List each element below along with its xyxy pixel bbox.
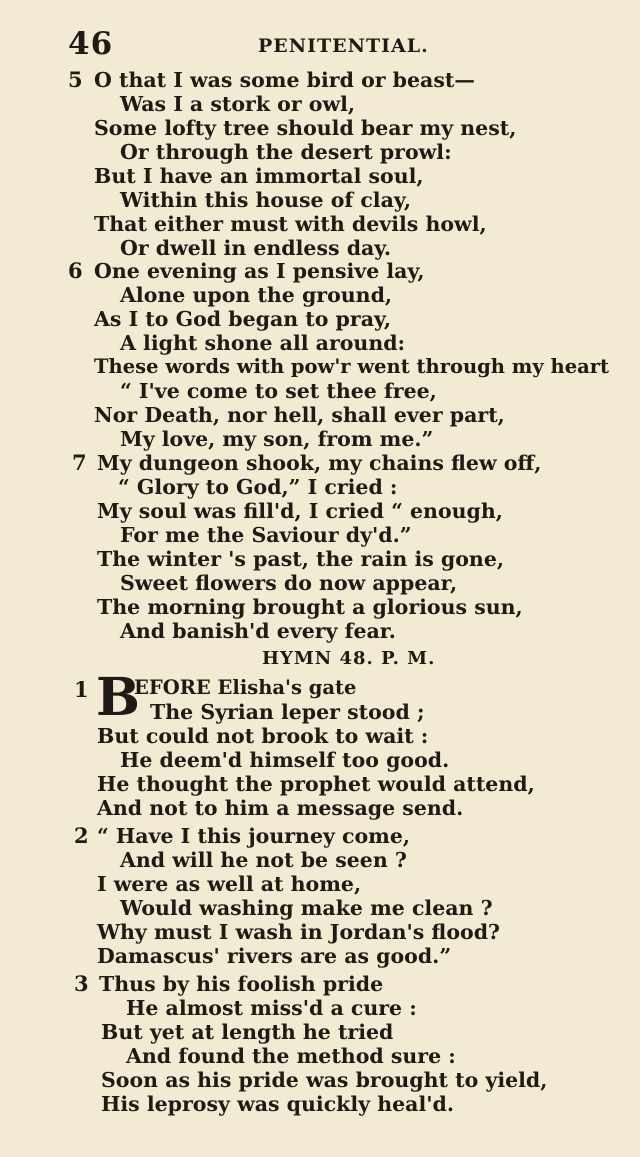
stanza-number: 5 <box>68 67 83 92</box>
verse-line: My love, my son, from me.” <box>120 427 434 451</box>
verse-line: One evening as I pensive lay, <box>94 259 425 283</box>
verse-line: Alone upon the ground, <box>120 283 393 307</box>
verse-line: Within this house of clay, <box>120 188 411 212</box>
verse-line: He thought the prophet would attend, <box>97 772 535 796</box>
verse-line: He deem'd himself too good. <box>120 748 450 772</box>
verse-line: The morning brought a glorious sun, <box>97 595 523 619</box>
verse-line: As I to God began to pray, <box>94 307 392 331</box>
verse-line: Sweet flowers do now appear, <box>120 571 458 595</box>
verse-line: EFORE Elisha's gate <box>134 676 357 699</box>
drop-cap: B <box>96 667 140 728</box>
verse-line: A light shone all around: <box>120 331 406 355</box>
page-header <box>0 26 640 66</box>
verse-line: Or dwell in endless day. <box>120 236 392 260</box>
verse-line: Some lofty tree should bear my nest, <box>94 116 517 140</box>
stanza-number: 6 <box>68 258 83 283</box>
verse-line: Damascus' rivers are as good.” <box>97 944 452 968</box>
verse-line: Would washing make me clean ? <box>120 896 493 920</box>
verse-line: And not to him a message send. <box>97 796 464 820</box>
verse-line: The winter 's past, the rain is gone, <box>97 547 505 571</box>
stanza-number: 3 <box>74 971 89 996</box>
verse-line: Soon as his pride was brought to yield, <box>101 1068 548 1092</box>
verse-line: The Syrian leper stood ; <box>150 700 425 724</box>
verse-line: Thus by his foolish pride <box>99 972 384 996</box>
verse-line: My soul was fill'd, I cried “ enough, <box>97 499 503 523</box>
verse-line: Why must I wash in Jordan's flood? <box>97 920 501 944</box>
verse-line: He almost miss'd a cure : <box>126 996 417 1020</box>
verse-line: “ Glory to God,” I cried : <box>118 475 398 499</box>
verse-line: I were as well at home, <box>97 872 362 896</box>
verse-line: That either must with devils howl, <box>94 212 487 236</box>
verse-line: These words with pow'r went through my heart <box>94 355 610 378</box>
verse-line: And banish'd every fear. <box>120 619 396 643</box>
verse-line: “ Have I this journey come, <box>97 824 411 848</box>
verse-line: My dungeon shook, my chains flew off, <box>97 451 542 475</box>
verse-line: Nor Death, nor hell, shall ever part, <box>94 403 505 427</box>
verse-line: O that I was some bird or beast— <box>94 68 475 92</box>
stanza-number: 1 <box>74 677 89 702</box>
verse-line: But could not brook to wait : <box>97 724 429 748</box>
verse-line: But yet at length he tried <box>101 1020 394 1044</box>
verse-line: “ I've come to set thee free, <box>120 379 437 403</box>
running-title: PENITENTIAL. <box>258 35 429 57</box>
hymn-title: HYMN 48. P. M. <box>262 648 436 669</box>
verse-line: Or through the desert prowl: <box>120 140 452 164</box>
verse-line: But I have an immortal soul, <box>94 164 424 188</box>
stanza-number: 2 <box>74 823 89 848</box>
page-number: 46 <box>68 26 114 62</box>
verse-line: And found the method sure : <box>126 1044 456 1068</box>
verse-line: His leprosy was quickly heal'd. <box>101 1092 454 1116</box>
stanza-number: 7 <box>72 450 87 475</box>
verse-line: And will he not be seen ? <box>120 848 407 872</box>
verse-line: For me the Saviour dy'd.” <box>120 523 412 547</box>
verse-line: Was I a stork or owl, <box>120 92 356 116</box>
